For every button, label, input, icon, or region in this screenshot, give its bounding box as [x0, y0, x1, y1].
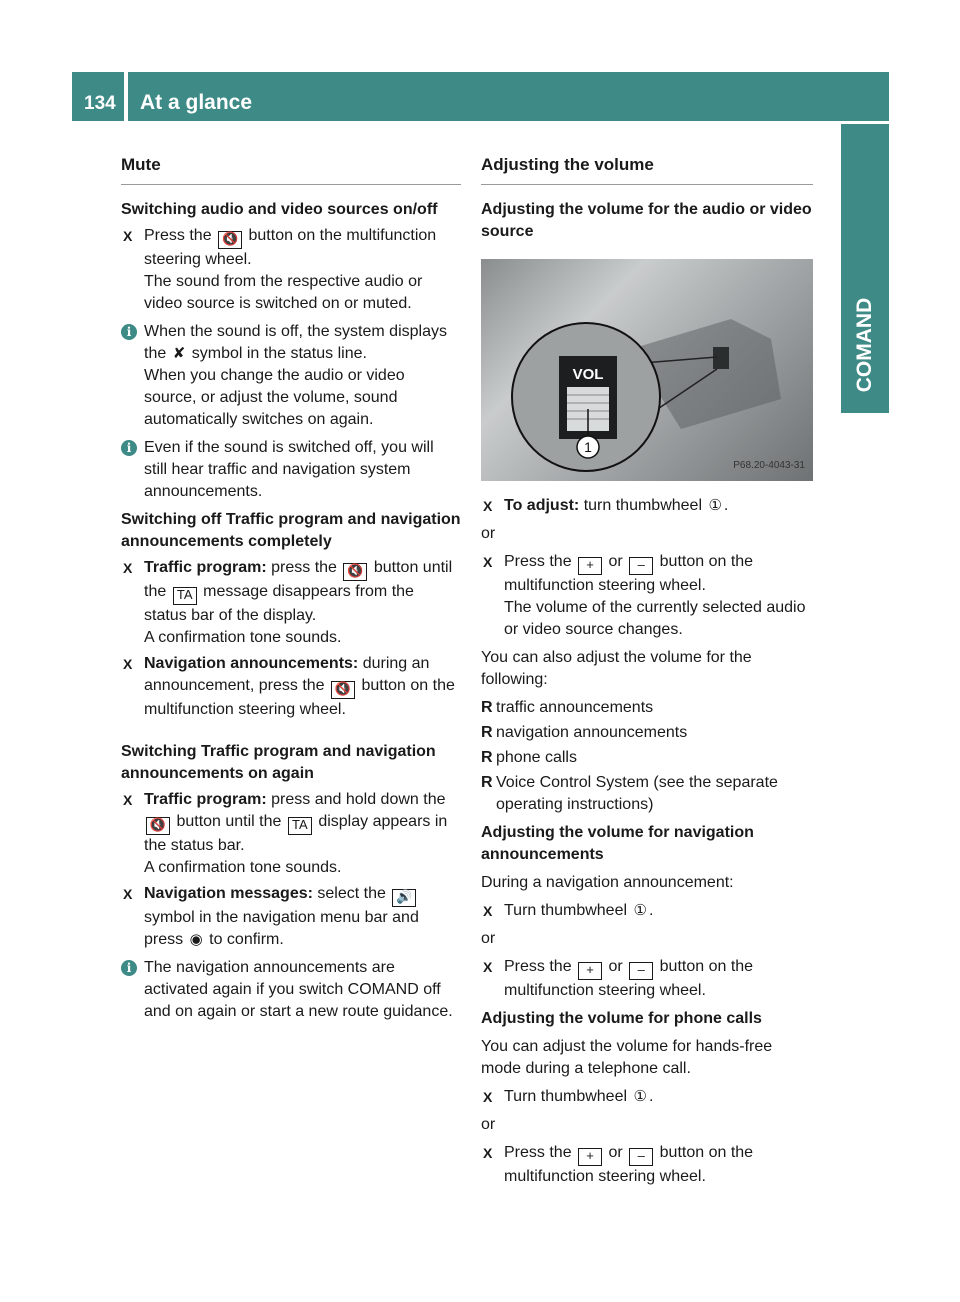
header-separator: [124, 72, 128, 121]
or-text: or: [481, 1116, 496, 1133]
paragraph: You can adjust the volume for hands-free mode during a telephone call.: [481, 1038, 773, 1077]
callout-1-icon: ①: [633, 902, 647, 919]
sub-heading: Adjusting the volume for the audio or video source: [481, 201, 812, 240]
left-column: [121, 150, 461, 1029]
step-arrow-icon: X: [123, 228, 133, 244]
info-icon: i: [121, 324, 137, 340]
step: X Press the 🔇 button on the multifunction steering wheel. The sound from the respective audio or video source is switched on or muted.: [123, 227, 437, 312]
step-arrow-icon: X: [483, 959, 493, 975]
step: X Traffic program: press the 🔇 button until the TA message disappears from the status bar of the display. A confirmation tone sounds.: [123, 559, 453, 646]
step-arrow-icon: X: [483, 1089, 493, 1105]
mute-button-icon: 🔇: [343, 563, 367, 581]
paragraph: You can also adjust the volume for the following:: [481, 649, 752, 688]
right-column: [481, 150, 813, 1192]
callout-1-icon: ①: [708, 497, 722, 514]
plus-button-icon: +: [578, 962, 602, 980]
step: X Press the + or – button on the multifunction steering wheel.: [483, 958, 754, 999]
vol-label: VOL: [572, 366, 604, 383]
thumbwheel-illustration: [481, 259, 813, 481]
step: X Navigation announcements: during an announcement, press the 🔇 button on the multifunction steering wheel.: [123, 655, 455, 718]
side-tab-label: COMAND: [853, 297, 876, 393]
traffic-program-icon: TA: [173, 587, 197, 605]
info-icon: i: [121, 440, 137, 456]
volume-title: Adjusting the volume: [481, 150, 813, 185]
info-note: i Even if the sound is switched off, you will still hear traffic and navigation system announcements.: [121, 437, 461, 503]
minus-button-icon: –: [629, 1148, 653, 1166]
sub-heading: Switching audio and video sources on/off: [121, 201, 438, 218]
page-title: At a glance: [140, 91, 253, 114]
sub-heading: Switching off Traffic program and navigation announcements completely: [121, 511, 461, 550]
list-item: R Voice Control System (see the separate operating instructions): [481, 774, 778, 813]
step: X Turn thumbwheel ① .: [481, 900, 813, 922]
sub-heading: Switching Traffic program and navigation announcements on again: [121, 743, 436, 782]
plus-button-icon: +: [578, 557, 602, 575]
paragraph: During a navigation announcement:: [481, 874, 734, 891]
step: X To adjust: turn thumbwheel ① .: [481, 495, 813, 517]
photo-caption: P68.20-4043-31: [733, 460, 805, 471]
step: X Press the + or – button on the multifunction steering wheel.: [483, 1144, 754, 1185]
step: X Turn thumbwheel ① .: [481, 1086, 813, 1108]
callout-number: 1: [584, 439, 592, 455]
list-item: R phone calls: [481, 749, 577, 766]
step-arrow-icon: X: [483, 903, 493, 919]
step-arrow-icon: X: [123, 560, 133, 576]
step-arrow-icon: X: [483, 1145, 493, 1161]
or-text: or: [481, 525, 496, 542]
or-text: or: [481, 930, 496, 947]
info-note: i The navigation announcements are activated again if you switch COMAND off and on again or start a new route guidance.: [121, 957, 461, 1023]
page-number: 134: [84, 93, 116, 114]
callout-1-icon: ①: [633, 1088, 647, 1105]
minus-button-icon: –: [629, 962, 653, 980]
list-item: R navigation announcements: [481, 724, 688, 741]
step-arrow-icon: X: [123, 886, 133, 902]
step: X Navigation messages: select the 🔊 symbol in the navigation menu bar and press ◉ to confirm.: [121, 883, 461, 951]
step-arrow-icon: X: [123, 656, 133, 672]
step-arrow-icon: X: [483, 554, 493, 570]
mute-title: Mute: [121, 150, 461, 185]
step: X Press the + or – button on the multifunction steering wheel. The volume of the currently selected audio or video source changes.: [483, 553, 806, 638]
minus-button-icon: –: [629, 557, 653, 575]
list-item: R traffic announcements: [481, 699, 654, 716]
step-arrow-icon: X: [483, 498, 493, 514]
sub-heading: Adjusting the volume for phone calls: [481, 1010, 762, 1027]
step-arrow-icon: X: [123, 792, 133, 808]
info-icon: i: [121, 960, 137, 976]
thumbwheel-photo: [481, 259, 813, 481]
mute-button-icon: 🔇: [331, 681, 355, 699]
mute-button-icon: 🔇: [146, 817, 170, 835]
step: X Traffic program: press and hold down the 🔇 button until the TA display appears in the status bar. A confirmation tone sounds.: [123, 791, 448, 876]
sub-heading: Adjusting the volume for navigation announcements: [481, 824, 754, 863]
info-note: i When the sound is off, the system displays the ✘ symbol in the status line. When you change the audio or video source, or adjust the volume, sound automatically switches on again.: [121, 321, 461, 431]
traffic-program-icon: TA: [288, 817, 312, 835]
voice-output-icon: 🔊: [392, 889, 416, 907]
plus-button-icon: +: [578, 1148, 602, 1166]
controller-press-icon: ◉: [189, 931, 203, 948]
side-tab-label-wrap: [841, 124, 889, 413]
mute-button-icon: 🔇: [218, 231, 242, 249]
mute-status-icon: ✘: [172, 345, 186, 362]
